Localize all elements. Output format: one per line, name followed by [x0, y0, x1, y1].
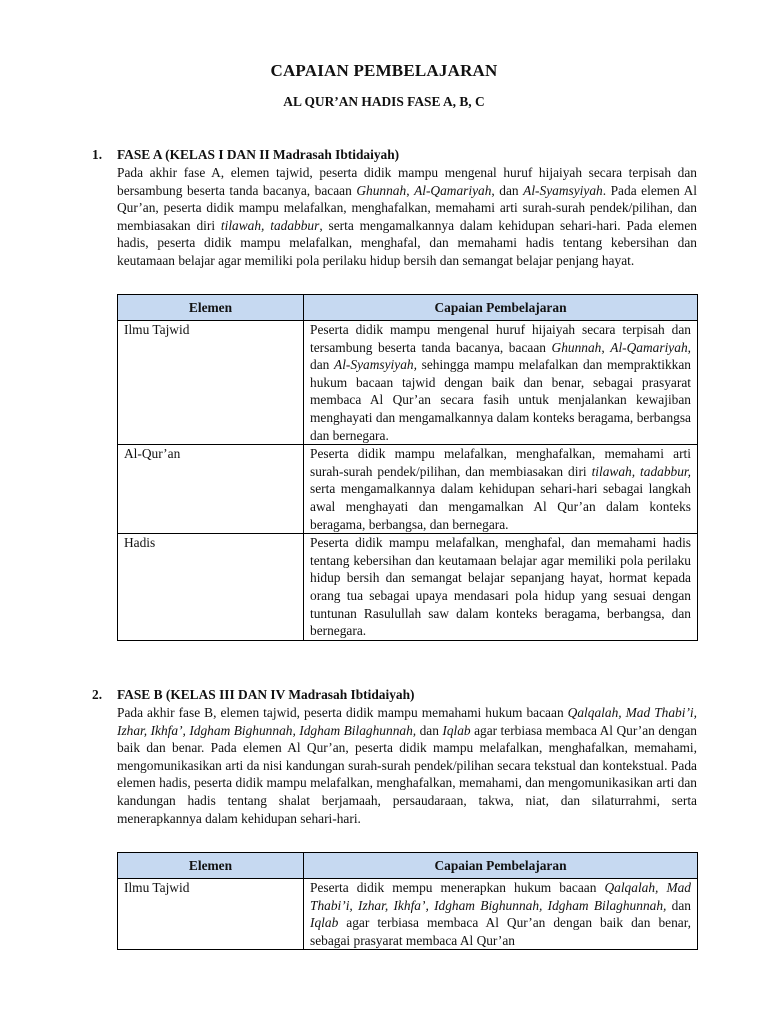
- row-description: [304, 534, 698, 641]
- section-number: 2.: [92, 687, 103, 702]
- italic-term: Qalqalah, Mad Thabi’i, Izhar, Ikhfa’, Idgham Bighunnah, Idgham Bilaghunnah,: [117, 705, 697, 738]
- section-number: 1.: [92, 147, 103, 162]
- section-title: FASE B (KELAS III DAN IV Madrasah Ibtidaiyah): [117, 687, 415, 702]
- italic-term: Ghunnah: [551, 339, 602, 355]
- section-heading: [92, 686, 698, 704]
- italic-term: Al-Syamsyiyah,: [334, 357, 417, 373]
- table-row: [118, 321, 698, 445]
- text-run: . Pada elemen Al Qur’an, peserta didik mampu melafalkan, menghafalkan, memahami arti surah-surah pendek/pilihan, dan membiasakan diri: [117, 182, 697, 233]
- row-description: [304, 445, 698, 534]
- text-run: serta mengamalkannya dalam kehidupan sehari-hari sebagai langkah awal menghayati dan mengamalkan Al Qur’an dalam konteks beragama, berbangsa, dan bernegara.: [310, 481, 691, 532]
- row-element: Ilmu Tajwid: [118, 879, 304, 950]
- section-fase-a: [92, 146, 698, 270]
- italic-term: Al-Syamsyiyah: [523, 182, 603, 198]
- text-run: , serta mengamalkannya dalam kehidupan sehari-hari. Pada elemen hadis, peserta didik mampu melafalkan, menghafal, dan memahami hadis tentang kebersihan dan keutamaan belajar agar memiliki pola perilaku hidup bersih dan semangat belajar penjang hayat.: [117, 217, 697, 268]
- capaian-table-fase-a: [117, 294, 698, 641]
- text-run: ,: [406, 182, 415, 198]
- capaian-table-fase-b: [117, 852, 698, 950]
- section-paragraph: [117, 164, 697, 270]
- table-row: [118, 534, 698, 641]
- section-heading: [92, 146, 698, 164]
- header-elemen: Elemen: [118, 853, 304, 879]
- text-run: Pada akhir fase A, elemen tajwid, peserta didik mampu mengenal huruf hijaiyah secara terpisah dan bersambung beserta tanda bacanya, bacaan: [117, 165, 697, 198]
- text-run: dan: [666, 897, 691, 913]
- italic-term: Ghunnah: [356, 182, 407, 198]
- table-header-row: [118, 295, 698, 321]
- text-run: dan: [416, 722, 443, 738]
- text-run: sehingga mampu melafalkan dan mempraktikkan hukum bacaan tajwid dengan baik dan benar, sebagai prasyarat membaca Al Qur’an secara fasih untuk menjalankan kewajiban menghayati dan mengamalkannya dalam konteks beragama, berbangsa dan bernegara.: [310, 357, 692, 443]
- row-element: Ilmu Tajwid: [118, 321, 304, 445]
- row-description: [304, 321, 698, 445]
- row-element: Al-Qur’an: [118, 445, 304, 534]
- document-subtitle: AL QUR’AN HADIS FASE A, B, C: [283, 94, 485, 109]
- text-run: Pada akhir fase B, elemen tajwid, peserta didik mampu memahami hukum bacaan: [117, 705, 568, 720]
- section-fase-b: [92, 686, 698, 827]
- text-run: Peserta didik mampu melafalkan, menghafal, dan memahami hadis tentang kebersihan dan keutamaan belajar agar memiliki pola perilaku hidup bersih dan semangat belajar sepanjang hayat, hormat kepada orang tua sebagai upaya mendasari pola hidup yang sesuai dengan tuntunan Rasulullah saw dalam konteks beragama, berbangsa, dan bernegara.: [310, 535, 691, 639]
- text-run: Peserta didik mampu melafalkan, menghafalkan, memahami arti surah-surah pendek/pilihan, dan membiasakan diri: [310, 446, 691, 479]
- table-row: [118, 445, 698, 534]
- table-row: [118, 879, 698, 950]
- row-description: [304, 879, 698, 950]
- text-run: Peserta didik mempu menerapkan hukum bacaan: [310, 880, 605, 895]
- italic-term: tilawah, tadabbur,: [591, 463, 691, 479]
- section-title: FASE A (KELAS I DAN II Madrasah Ibtidaiyah): [117, 147, 400, 162]
- document-title: CAPAIAN PEMBELAJARAN: [270, 61, 498, 80]
- italic-term: Qalqalah, Mad Thabi’i, Izhar, Ikhfa’, Idgham Bighunnah, Idgham Bilaghunnah,: [310, 880, 691, 913]
- text-run: Peserta didik mampu mengenal huruf hijaiyah secara terpisah dan tersambung beserta tanda bacanya, bacaan: [310, 322, 691, 355]
- italic-term: Iqlab: [310, 915, 339, 931]
- table-header-row: [118, 853, 698, 879]
- text-run: ,: [601, 339, 611, 355]
- row-element: Hadis: [118, 534, 304, 641]
- header-capaian: Capaian Pembelajaran: [304, 295, 698, 321]
- text-run: , dan: [310, 339, 691, 373]
- header-capaian: Capaian Pembelajaran: [304, 853, 698, 879]
- italic-term: Al-Qamariyah: [610, 339, 688, 355]
- text-run: agar terbiasa membaca Al Qur’an dengan baik dan benar. Pada elemen Al Qur’an, peserta didik mampu melafalkan, menghafalkan, memahami, mengomunikasikan arti da nisi kandungan surah-surah pendek/pilihan secara tekstual dan kontekstual. Pada elemen hadis, peserta didik mampu melafalkan, menghafalkan, memahami, dan mengomunikasikan arti dan kandungan hadis tentang shalat berjamaah, persaudaraan, takwa, niat, dan silaturrahmi, serta menerapkannya dalam kehidupan sehari-hari.: [117, 722, 697, 826]
- italic-term: Iqlab: [442, 722, 471, 738]
- section-paragraph: [117, 704, 697, 827]
- italic-term: tilawah, tadabbur: [220, 217, 320, 233]
- text-run: agar terbiasa membaca Al Qur’an dengan baik dan benar, sebagai prasyarat membaca Al Qur’an: [310, 915, 691, 948]
- italic-term: Al-Qamariyah: [414, 182, 492, 198]
- header-elemen: Elemen: [118, 295, 304, 321]
- text-run: , dan: [491, 182, 524, 198]
